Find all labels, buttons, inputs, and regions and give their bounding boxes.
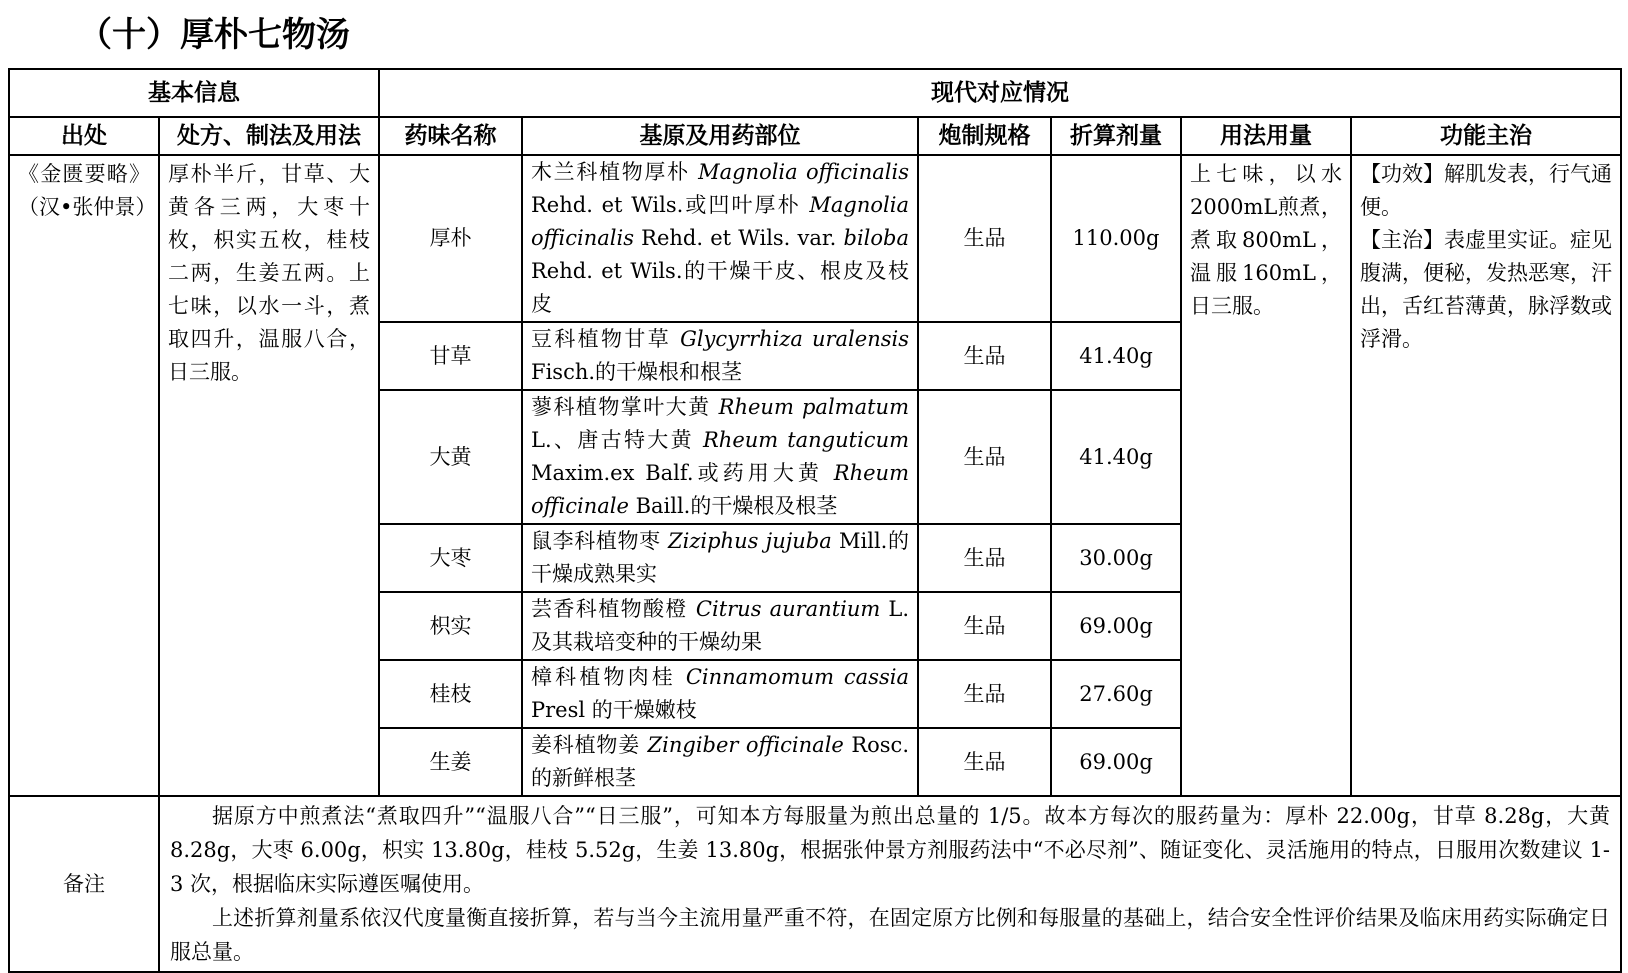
header-function: 功能主治 bbox=[1351, 117, 1621, 155]
header-source: 出处 bbox=[9, 117, 159, 155]
latin-name: Rheum palmatum bbox=[718, 395, 909, 419]
latin-name: Magnolia officinalis bbox=[698, 160, 909, 184]
basis-text: Maxim.ex Balf.或药用大黄 bbox=[531, 461, 834, 485]
function-effect: 【功效】解肌发表，行气通便。 bbox=[1360, 162, 1613, 219]
herb-basis bbox=[522, 728, 918, 796]
herb-basis bbox=[522, 524, 918, 592]
basis-text: 姜科植物姜 bbox=[531, 733, 648, 757]
herb-dose: 27.60g bbox=[1051, 660, 1181, 728]
herb-processing: 生品 bbox=[918, 155, 1051, 322]
herb-name: 枳实 bbox=[379, 592, 522, 660]
note-label: 备注 bbox=[9, 796, 159, 972]
latin-name: Cinnamomum cassia bbox=[685, 665, 909, 689]
herb-name: 大黄 bbox=[379, 390, 522, 524]
herb-name: 生姜 bbox=[379, 728, 522, 796]
basis-text: L.及其栽培变种的干燥幼果 bbox=[531, 597, 909, 654]
header-basic-info: 基本信息 bbox=[9, 69, 379, 117]
header-prescription: 处方、制法及用法 bbox=[159, 117, 379, 155]
herb-name: 桂枝 bbox=[379, 660, 522, 728]
herb-processing: 生品 bbox=[918, 592, 1051, 660]
basis-text: Baill.的干燥根及根茎 bbox=[628, 494, 838, 518]
basis-text: Rehd. et Wils.或凹叶厚朴 bbox=[531, 193, 810, 217]
basis-text: 芸香科植物酸橙 bbox=[531, 597, 696, 621]
basis-text: Rehd. et Wils. var. bbox=[633, 226, 844, 250]
header-herb-name: 药味名称 bbox=[379, 117, 522, 155]
herb-basis bbox=[522, 592, 918, 660]
herb-basis bbox=[522, 322, 918, 390]
basis-text: 樟科植物肉桂 bbox=[531, 665, 686, 689]
header-basis: 基原及用药部位 bbox=[522, 117, 918, 155]
basis-text: Mill.的干燥成熟果实 bbox=[531, 529, 909, 586]
source-cell: 《金匮要略》（汉•张仲景） bbox=[9, 155, 159, 796]
herb-processing: 生品 bbox=[918, 728, 1051, 796]
usage-cell: 上七味，以水2000mL煎煮，煮取800mL，温服160mL，日三服。 bbox=[1181, 155, 1351, 796]
herb-name: 甘草 bbox=[379, 322, 522, 390]
prescription-cell: 厚朴半斤，甘草、大黄各三两，大枣十枚，枳实五枚，桂枝二两，生姜五两。上七味，以水一斗，煮取四升，温服八合，日三服。 bbox=[159, 155, 379, 796]
basis-text: Rosc.的新鲜根茎 bbox=[531, 733, 909, 790]
basis-text: Fisch.的干燥根和根茎 bbox=[531, 360, 743, 384]
basis-text: L.、唐古特大黄 bbox=[531, 428, 703, 452]
herb-basis bbox=[522, 390, 918, 524]
note-paragraph: 上述折算剂量系依汉代度量衡直接折算，若与当今主流用量严重不符，在固定原方比例和每服量的基础上，结合安全性评价结果及临床用药实际确定日服总量。 bbox=[170, 906, 1611, 964]
function-indication: 【主治】表虚里实证。症见腹满，便秘，发热恶寒，汗出，舌红苔薄黄，脉浮数或浮滑。 bbox=[1360, 228, 1613, 351]
header-row-columns bbox=[9, 117, 1621, 155]
note-row bbox=[9, 796, 1621, 972]
header-row-groups bbox=[9, 69, 1621, 117]
latin-name: Zingiber officinale bbox=[647, 733, 844, 757]
herb-name: 厚朴 bbox=[379, 155, 522, 322]
note-paragraph: 据原方中煎煮法“煮取四升”“温服八合”“日三服”，可知本方每服量为煎出总量的 1/5。故本方每次的服药量为：厚朴 22.00g，甘草 8.28g，大黄 8.28g，大枣 6.00g，枳实 13.80g，桂枝 5.52g，生姜 13.80g，根据张仲景方剂服药法中“不必尽剂”、随证变化、灵活施用的特点，日服用次数建议 1-3 次，根据临床实际遵医嘱使用。 bbox=[170, 804, 1611, 896]
note-content bbox=[159, 796, 1621, 972]
header-modern: 现代对应情况 bbox=[379, 69, 1621, 117]
latin-name: Rheum tanguticum bbox=[702, 428, 910, 452]
latin-name: biloba bbox=[843, 226, 909, 250]
herb-processing: 生品 bbox=[918, 524, 1051, 592]
basis-text: 木兰科植物厚朴 bbox=[531, 160, 699, 184]
latin-name: Glycyrrhiza uralensis bbox=[680, 327, 909, 351]
page-title: （十）厚朴七物汤 bbox=[78, 15, 350, 55]
herb-processing: 生品 bbox=[918, 660, 1051, 728]
basis-text: 豆科植物甘草 bbox=[531, 327, 681, 351]
formula-table bbox=[8, 68, 1622, 973]
basis-text: 鼠李科植物枣 bbox=[531, 529, 669, 553]
herb-name: 大枣 bbox=[379, 524, 522, 592]
herb-processing: 生品 bbox=[918, 390, 1051, 524]
basis-text: Presl 的干燥嫩枝 bbox=[531, 698, 697, 722]
header-usage: 用法用量 bbox=[1181, 117, 1351, 155]
herb-dose: 30.00g bbox=[1051, 524, 1181, 592]
herb-basis bbox=[522, 660, 918, 728]
function-cell bbox=[1351, 155, 1621, 796]
latin-name: Citrus aurantium bbox=[695, 597, 881, 621]
basis-text: 蓼科植物掌叶大黄 bbox=[531, 395, 719, 419]
herb-basis bbox=[522, 155, 918, 322]
herb-dose: 41.40g bbox=[1051, 322, 1181, 390]
herb-dose: 69.00g bbox=[1051, 592, 1181, 660]
latin-name: Magnolia officinalis bbox=[531, 193, 909, 250]
herb-dose: 69.00g bbox=[1051, 728, 1181, 796]
latin-name: Ziziphus jujuba bbox=[668, 529, 832, 553]
herb-dose: 41.40g bbox=[1051, 390, 1181, 524]
basis-text: Rehd. et Wils.的干燥干皮、根皮及枝皮 bbox=[531, 259, 909, 316]
herb-processing: 生品 bbox=[918, 322, 1051, 390]
header-dose: 折算剂量 bbox=[1051, 117, 1181, 155]
header-processing: 炮制规格 bbox=[918, 117, 1051, 155]
herb-dose: 110.00g bbox=[1051, 155, 1181, 322]
latin-name: Rheum officinale bbox=[531, 461, 909, 518]
herb-row bbox=[9, 155, 1621, 322]
